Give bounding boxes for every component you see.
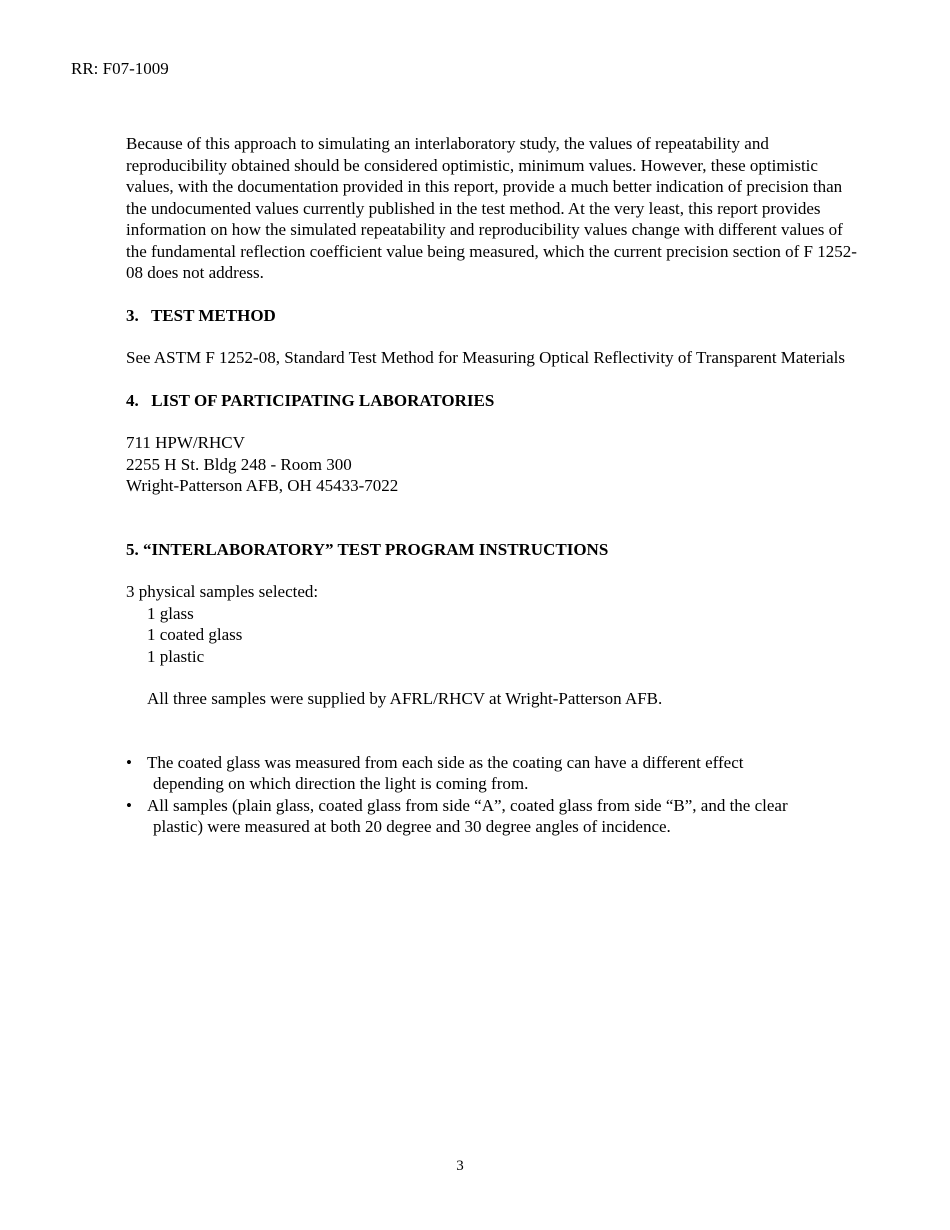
section-5-title: “INTERLABORATORY” TEST PROGRAM INSTRUCTIONS — [143, 539, 609, 559]
bullet-text-continued: plastic) were measured at both 20 degree and 30 degree angles of incidence. — [153, 817, 671, 836]
section-5-number: 5. — [126, 539, 139, 559]
report-reference: RR: F07-1009 — [71, 59, 169, 78]
bullet-icon: • — [126, 752, 132, 772]
document-body — [126, 133, 866, 838]
address-line-2: 2255 H St. Bldg 248 - Room 300 — [126, 454, 352, 474]
sample-item: 1 glass — [147, 603, 194, 623]
page-number: 3 — [456, 1158, 464, 1174]
section-3-number: 3. — [126, 305, 139, 325]
address-line-3: Wright-Patterson AFB, OH 45433-7022 — [126, 476, 399, 495]
supplier-note-text: All three samples were supplied by AFRL/RHCV at Wright-Patterson AFB. — [147, 689, 663, 708]
section-3-title: TEST METHOD — [150, 305, 276, 325]
notes-bullet-list — [126, 752, 866, 838]
bullet-item — [126, 752, 866, 795]
bullet-text: All samples (plain glass, coated glass from side “A”, coated glass from side “B”, and the clear — [147, 795, 788, 815]
section-5-heading — [126, 539, 866, 561]
sample-item: 1 plastic — [147, 646, 205, 666]
bullet-item — [126, 795, 866, 838]
bullet-icon: • — [126, 795, 132, 815]
test-method-paragraph: See ASTM F 1252-08, Standard Test Method for Measuring Optical Reflectivity of Transparent Materials — [126, 348, 845, 367]
laboratory-address — [126, 432, 866, 497]
section-4-number: 4. — [126, 390, 139, 410]
bullet-text-continued: depending on which direction the light is coming from. — [153, 774, 529, 793]
intro-paragraph: Because of this approach to simulating an interlaboratory study, the values of repeatability and reproducibility obtained should be considered optimistic, minimum values. However, these optimistic values, with the documentation provided in this report, provide a much better indication of precision than the undocumented values currently published in the test method. At the very least, this report provides information on how the simulated repeatability and reproducibility values change with different values of the fundamental reflection coefficient value being measured, which the current precision section of F 1252-08 does not address. — [126, 134, 857, 282]
section-4-heading — [126, 390, 866, 412]
supplier-note — [126, 688, 866, 710]
spacer — [126, 518, 866, 539]
samples-intro: 3 physical samples selected: — [126, 582, 319, 601]
address-line-1: 711 HPW/RHCV — [126, 433, 245, 452]
sample-item: 1 coated glass — [147, 625, 243, 644]
samples-list — [126, 581, 866, 667]
section-3-heading — [126, 305, 866, 327]
bullet-text: The coated glass was measured from each side as the coating can have a different effect — [147, 752, 744, 772]
spacer — [126, 731, 866, 752]
section-4-title: LIST OF PARTICIPATING LABORATORIES — [151, 390, 495, 410]
